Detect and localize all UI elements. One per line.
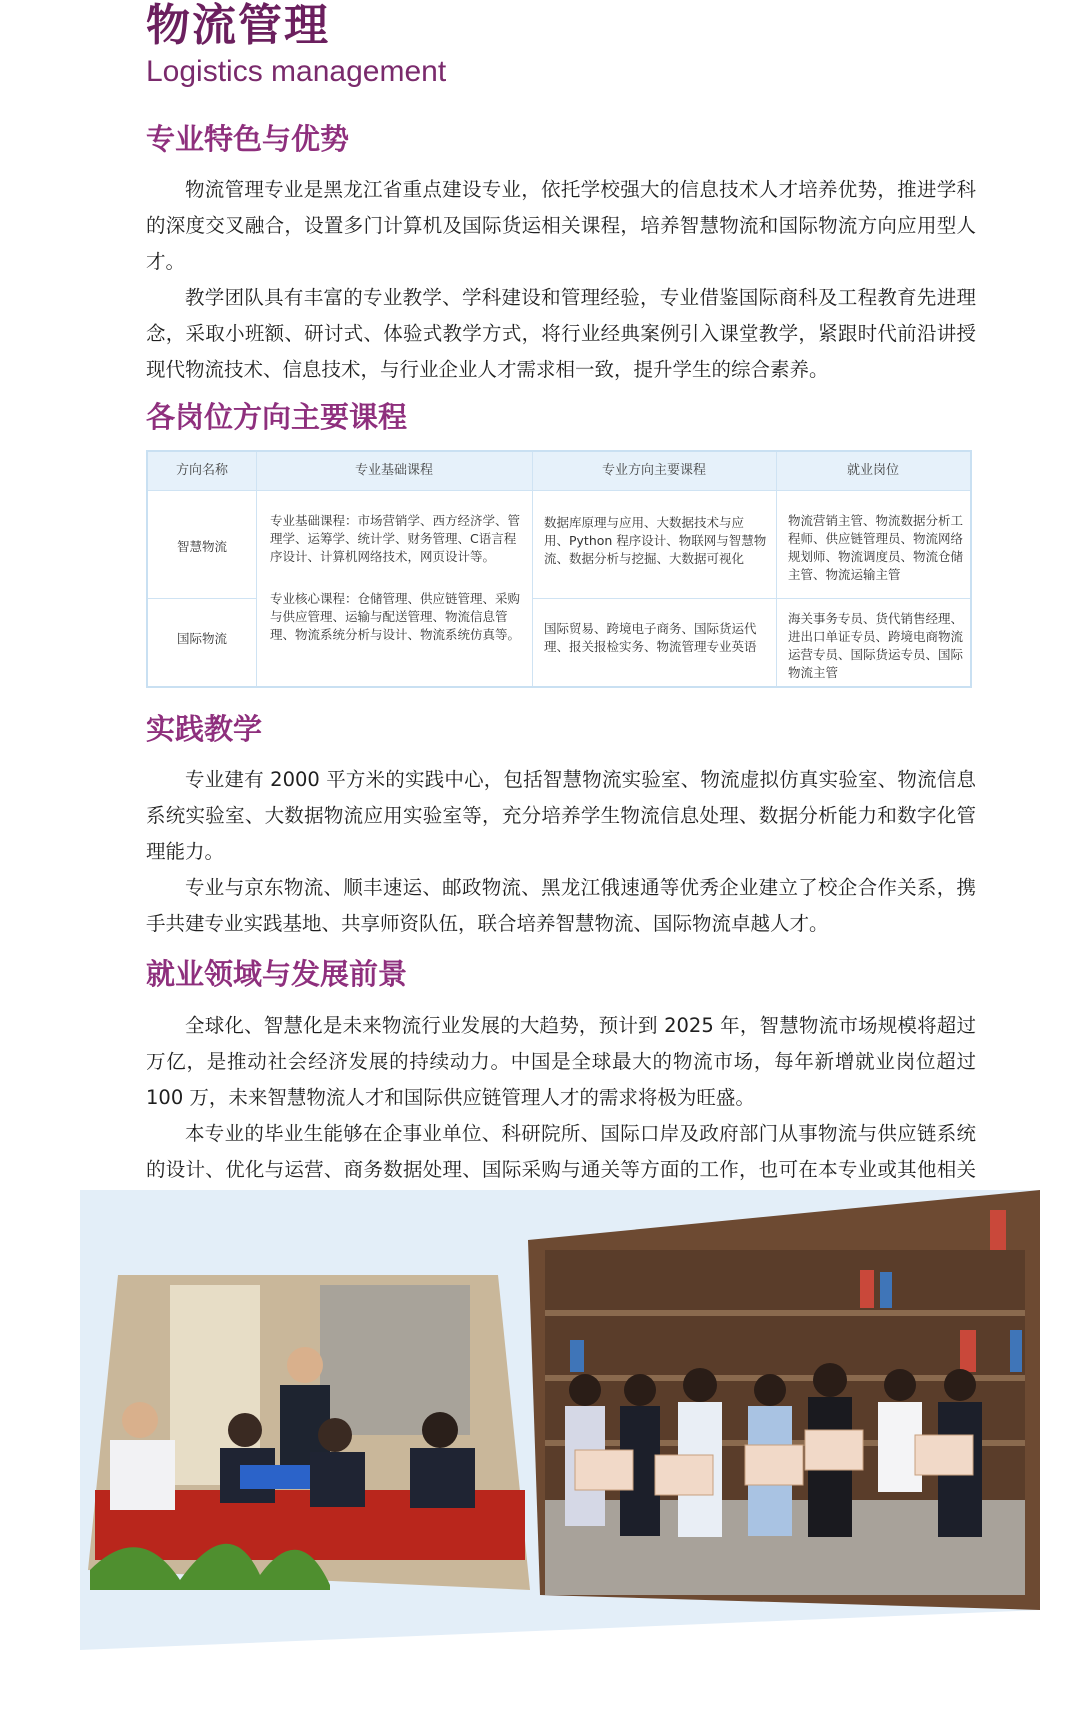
page-subtitle: Logistics management [146, 55, 447, 88]
course-table [146, 450, 972, 688]
section-heading-practice: 实践教学 [146, 712, 263, 746]
page-title: 物流管理 [146, 0, 330, 51]
table-header-jobs: 就业岗位 [846, 463, 899, 478]
table-header-direction: 方向名称 [175, 463, 228, 478]
table-cell-direction: 国际物流 [176, 631, 227, 646]
table-divider [256, 452, 257, 686]
career-paragraph-2: 本专业的毕业生能够在企事业单位、科研院所、国际口岸及政府部门从事物流与供应链系统的设计、优化与运营、商务数据处理、国际采购与通关等方面的工作，也可在本专业或其他相关 [146, 1122, 976, 1181]
practice-paragraph-2: 专业与京东物流、顺丰速运、邮政物流、黑龙江俄速通等优秀企业建立了校企合作关系，携手共建专业实践基地、共享师资队伍，联合培养智慧物流、国际物流卓越人才。 [146, 876, 976, 935]
table-cell-jobs: 物流营销主管、物流数据分析工程师、供应链管理员、物流网络规划师、物流调度员、物流仓储主管、物流运输主管 [788, 513, 964, 582]
table-cell-jobs: 海关事务专员、货代销售经理、进出口单证专员、跨境电商物流运营专员、国际货运专员、国际物流主管 [788, 611, 964, 680]
group-photo [528, 1190, 1040, 1610]
table-cell-direction-courses: 数据库原理与应用、大数据技术与应用、Python 程序设计、物联网与智慧物流、数据分析与挖掘、大数据可视化 [544, 515, 767, 566]
section-heading-career: 就业领域与发展前景 [146, 957, 408, 991]
practice-paragraph-1: 专业建有 2000 平方米的实践中心，包括智慧物流实验室、物流虚拟仿真实验室、物流信息系统实验室、大数据物流应用实验室等，充分培养学生物流信息处理、数据分析能力和数字化管理能力。 [146, 768, 976, 863]
features-paragraph-1: 物流管理专业是黑龙江省重点建设专业，依托学校强大的信息技术人才培养优势，推进学科的深度交叉融合，设置多门计算机及国际货运相关课程，培养智慧物流和国际物流方向应用型人才。 [146, 178, 976, 273]
table-divider [148, 598, 256, 599]
table-cell-direction-courses: 国际贸易、跨境电子商务、国际货运代理、报关报检实务、物流管理专业英语 [544, 621, 757, 654]
features-paragraph-2: 教学团队具有丰富的专业教学、学科建设和管理经验，专业借鉴国际商科及工程教育先进理念，采取小班额、研讨式、体验式教学方式，将行业经典案例引入课堂教学，紧跟时代前沿讲授现代物流技术、信息技术，与行业企业人才需求相一致，提升学生的综合素养。 [146, 286, 976, 381]
table-cell-core-courses: 专业核心课程：仓储管理、供应链管理、采购与供应管理、运输与配送管理、物流信息管理、物流系统分析与设计、物流系统仿真等。 [270, 591, 521, 642]
table-divider [776, 452, 777, 686]
table-divider [532, 598, 970, 599]
table-cell-basic-courses: 专业基础课程：市场营销学、西方经济学、管理学、运筹学、统计学、财务管理、C语言程序设计、计算机网络技术，网页设计等。 [270, 513, 521, 564]
meeting-photo [88, 1275, 530, 1590]
table-header-direction-courses: 专业方向主要课程 [601, 463, 706, 478]
table-header-basic: 专业基础课程 [354, 463, 433, 478]
table-header-row [148, 452, 970, 491]
section-heading-features: 专业特色与优势 [146, 122, 350, 156]
photo-collage [0, 1190, 1080, 1650]
career-paragraph-1: 全球化、智慧化是未来物流行业发展的大趋势，预计到 2025 年，智慧物流市场规模将超过万亿，是推动社会经济发展的持续动力。中国是全球最大的物流市场，每年新增就业岗位超过 100 万，未来智慧物流人才和国际供应链管理人才的需求将极为旺盛。 [146, 1014, 976, 1109]
table-divider [532, 452, 533, 686]
section-heading-courses: 各岗位方向主要课程 [146, 400, 408, 434]
table-cell-direction: 智慧物流 [176, 539, 227, 554]
